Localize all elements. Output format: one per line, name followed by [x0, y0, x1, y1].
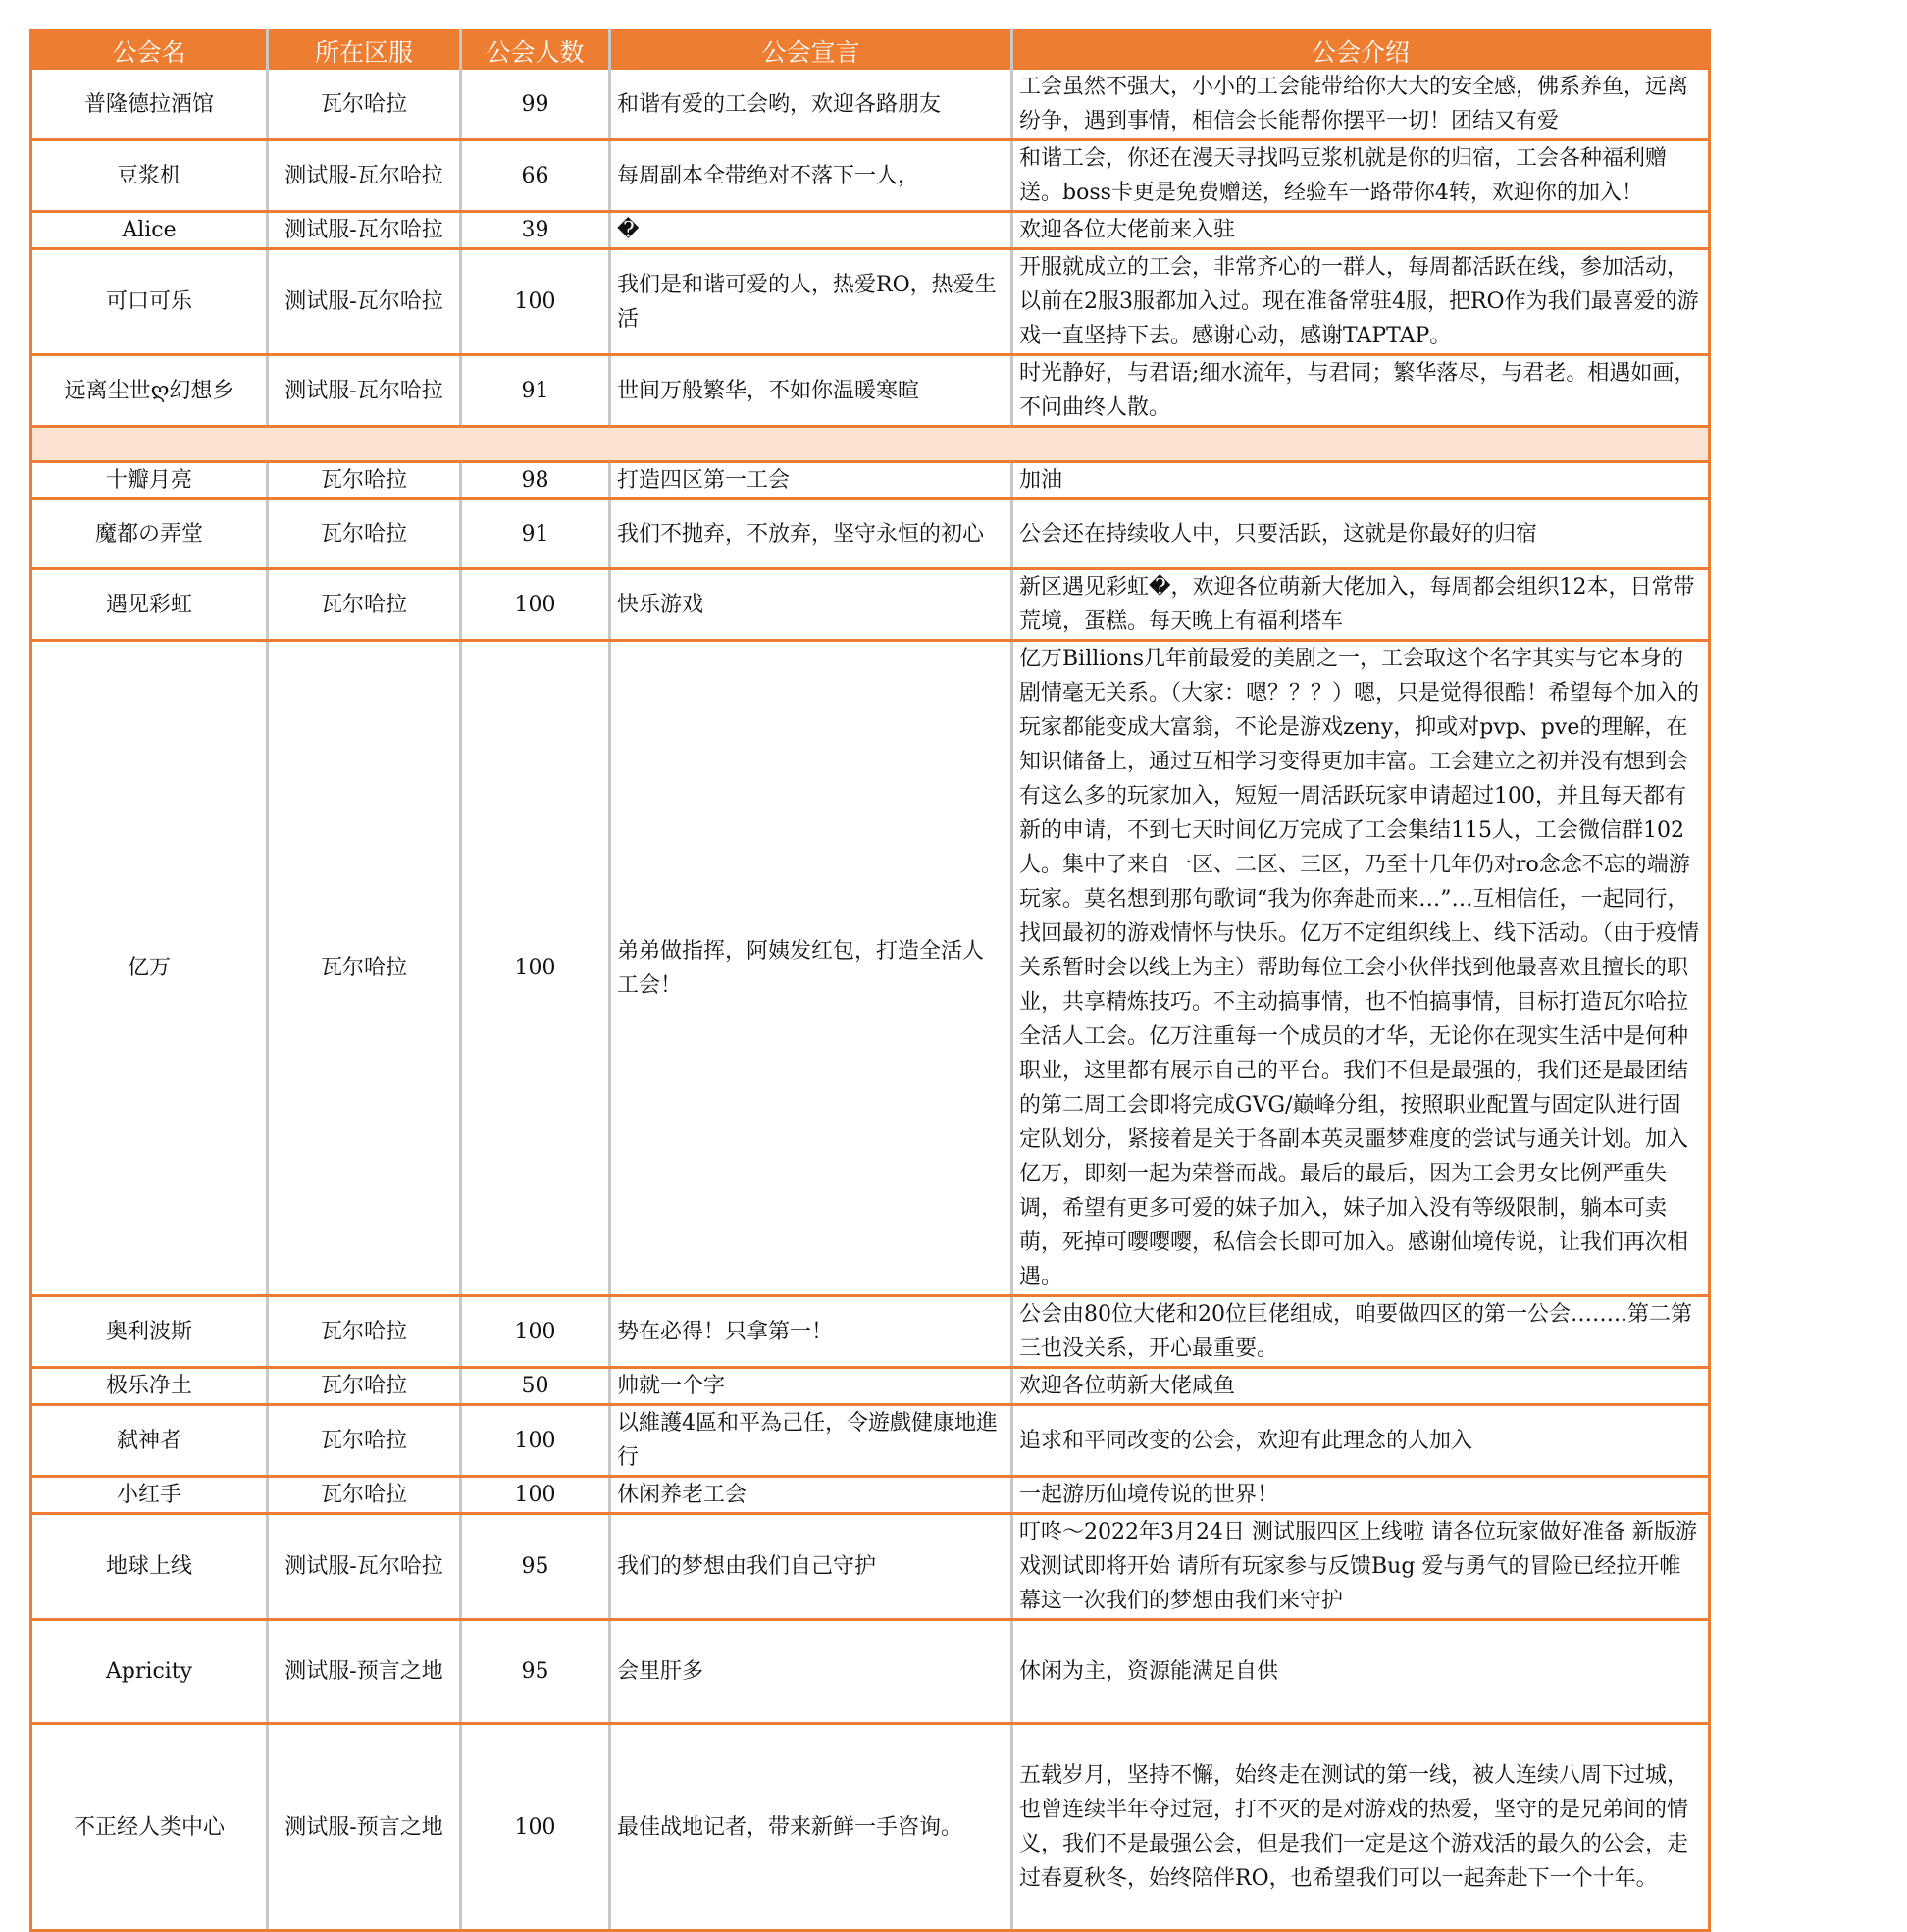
member-count-cell: 99	[461, 70, 610, 140]
declaration-cell: 世间万般繁华，不如你温暖寒暄	[610, 355, 1012, 427]
declaration-cell: �	[610, 212, 1012, 249]
guild-name-cell: Alice	[31, 212, 268, 249]
table-row	[31, 462, 1710, 499]
declaration-cell: 打造四区第一工会	[610, 462, 1012, 499]
declaration-cell: 会里肝多	[610, 1620, 1012, 1724]
member-count-cell: 100	[461, 569, 610, 641]
introduction-cell: 亿万Billions几年前最爱的美剧之一，工会取这个名字其实与它本身的剧情毫无关系。（大家：嗯？？？）嗯，只是觉得很酷！希望每个加入的玩家都能变成大富翁，不论是游戏zeny，抑或对pvp、pve的理解，在知识储备上，通过互相学习变得更加丰富。工会建立之初并没有想到会有这么多的玩家加入，短短一周活跃玩家申请超过100，并且每天都有新的申请，不到七天时间亿万完成了工会集结115人，工会微信群102人。集中了来自一区、二区、三区，乃至十几年仍对ro念念不忘的端游玩家。莫名想到那句歌词“我为你奔赴而来…”…互相信任，一起同行，找回最初的游戏情怀与快乐。亿万不定组织线上、线下活动。（由于疫情关系暂时会以线上为主）帮助每位工会小伙伴找到他最喜欢且擅长的职业，共享精炼技巧。不主动搞事情，也不怕搞事情，目标打造瓦尔哈拉全活人工会。亿万注重每一个成员的才华，无论你在现实生活中是何种职业，这里都有展示自己的平台。我们不但是最强的，我们还是最团结的第二周工会即将完成GVG/巅峰分组，按照职业配置与固定队进行固定队划分，紧接着是关于各副本英灵噩梦难度的尝试与通关计划。加入亿万，即刻一起为荣誉而战。最后的最后，因为工会男女比例严重失调，希望有更多可爱的妹子加入，妹子加入没有等级限制，躺本可卖萌，死掉可嘤嘤嘤，私信会长即可加入。感谢仙境传说，让我们再次相遇。	[1012, 641, 1710, 1296]
table-body	[31, 70, 1710, 1931]
header-declaration: 公会宣言	[610, 31, 1012, 71]
declaration-cell: 和谐有爱的工会哟，欢迎各路朋友	[610, 70, 1012, 140]
introduction-cell: 欢迎各位大佬前来入驻	[1012, 212, 1710, 249]
server-cell: 瓦尔哈拉	[268, 1368, 461, 1405]
member-count-cell: 91	[461, 355, 610, 427]
member-count-cell: 91	[461, 499, 610, 569]
introduction-cell: 休闲为主，资源能满足自供	[1012, 1620, 1710, 1724]
member-count-cell: 100	[461, 641, 610, 1296]
member-count-cell: 66	[461, 140, 610, 212]
guild-name-cell: 魔都の弄堂	[31, 499, 268, 569]
table-row	[31, 499, 1710, 569]
introduction-cell: 追求和平同改变的公会，欢迎有此理念的人加入	[1012, 1405, 1710, 1477]
header-guild-name: 公会名	[31, 31, 268, 71]
guild-name-cell: 可口可乐	[31, 249, 268, 355]
server-cell: 测试服-瓦尔哈拉	[268, 1514, 461, 1620]
guild-name-cell: 遇见彩虹	[31, 569, 268, 641]
member-count-cell: 100	[461, 1296, 610, 1368]
server-cell: 测试服-预言之地	[268, 1724, 461, 1931]
spacer-cell	[31, 427, 1710, 462]
introduction-cell: 时光静好，与君语;细水流年，与君同；繁华落尽，与君老。相遇如画，不问曲终人散。	[1012, 355, 1710, 427]
server-cell: 瓦尔哈拉	[268, 1405, 461, 1477]
header-server: 所在区服	[268, 31, 461, 71]
introduction-cell: 公会由80位大佬和20位巨佬组成，咱要做四区的第一公会……..第二第三也没关系，开心最重要。	[1012, 1296, 1710, 1368]
server-cell: 测试服-瓦尔哈拉	[268, 249, 461, 355]
table-row	[31, 140, 1710, 212]
table-row	[31, 1368, 1710, 1405]
declaration-cell: 我们不抛弃，不放弃，坚守永恒的初心	[610, 499, 1012, 569]
introduction-cell: 开服就成立的工会，非常齐心的一群人，每周都活跃在线，参加活动，以前在2服3服都加入过。现在准备常驻4服，把RO作为我们最喜爱的游戏一直坚持下去。感谢心动，感谢TAPTAP。	[1012, 249, 1710, 355]
introduction-cell: 工会虽然不强大，小小的工会能带给你大大的安全感，佛系养鱼，远离纷争，遇到事情，相信会长能帮你摆平一切！团结又有爱	[1012, 70, 1710, 140]
introduction-cell: 欢迎各位萌新大佬咸鱼	[1012, 1368, 1710, 1405]
server-cell: 瓦尔哈拉	[268, 70, 461, 140]
declaration-cell: 势在必得！只拿第一！	[610, 1296, 1012, 1368]
introduction-cell: 和谐工会，你还在漫天寻找吗豆浆机就是你的归宿，工会各种福利赠送。boss卡更是免费赠送，经验车一路带你4转，欢迎你的加入！	[1012, 140, 1710, 212]
guild-name-cell: 豆浆机	[31, 140, 268, 212]
guild-name-cell: 极乐净土	[31, 1368, 268, 1405]
server-cell: 瓦尔哈拉	[268, 499, 461, 569]
declaration-cell: 休闲养老工会	[610, 1477, 1012, 1514]
member-count-cell: 100	[461, 1724, 610, 1931]
server-cell: 瓦尔哈拉	[268, 641, 461, 1296]
server-cell: 瓦尔哈拉	[268, 1477, 461, 1514]
server-cell: 测试服-瓦尔哈拉	[268, 355, 461, 427]
spacer-row	[31, 427, 1710, 462]
introduction-cell: 公会还在持续收人中，只要活跃，这就是你最好的归宿	[1012, 499, 1710, 569]
table-row	[31, 1405, 1710, 1477]
table-row	[31, 1724, 1710, 1931]
server-cell: 瓦尔哈拉	[268, 462, 461, 499]
table-row	[31, 249, 1710, 355]
guild-name-cell: 弑神者	[31, 1405, 268, 1477]
table-row	[31, 569, 1710, 641]
introduction-cell: 一起游历仙境传说的世界！	[1012, 1477, 1710, 1514]
guild-name-cell: 十瓣月亮	[31, 462, 268, 499]
table-row	[31, 70, 1710, 140]
introduction-cell: 叮咚～2022年3月24日 测试服四区上线啦 请各位玩家做好准备 新版游戏测试即将开始 请所有玩家参与反馈Bug 爱与勇气的冒险已经拉开帷幕这一次我们的梦想由我们来守护	[1012, 1514, 1710, 1620]
header-introduction: 公会介绍	[1012, 31, 1710, 71]
member-count-cell: 100	[461, 1477, 610, 1514]
introduction-cell: 新区遇见彩虹�，欢迎各位萌新大佬加入，每周都会组织12本，日常带荒境，蛋糕。每天晚上有福利塔车	[1012, 569, 1710, 641]
server-cell: 测试服-瓦尔哈拉	[268, 140, 461, 212]
server-cell: 瓦尔哈拉	[268, 1296, 461, 1368]
header-member-count: 公会人数	[461, 31, 610, 71]
table-row	[31, 355, 1710, 427]
table-row	[31, 212, 1710, 249]
member-count-cell: 95	[461, 1620, 610, 1724]
declaration-cell: 快乐游戏	[610, 569, 1012, 641]
member-count-cell: 98	[461, 462, 610, 499]
member-count-cell: 95	[461, 1514, 610, 1620]
member-count-cell: 100	[461, 1405, 610, 1477]
table-row	[31, 641, 1710, 1296]
guild-name-cell: 普隆德拉酒馆	[31, 70, 268, 140]
server-cell: 测试服-瓦尔哈拉	[268, 212, 461, 249]
declaration-cell: 每周副本全带绝对不落下一人，	[610, 140, 1012, 212]
guild-name-cell: 地球上线	[31, 1514, 268, 1620]
guild-name-cell: Apricity	[31, 1620, 268, 1724]
declaration-cell: 以維護4區和平為己任，令遊戲健康地進行	[610, 1405, 1012, 1477]
table-row	[31, 1477, 1710, 1514]
declaration-cell: 帅就一个字	[610, 1368, 1012, 1405]
member-count-cell: 100	[461, 249, 610, 355]
server-cell: 测试服-预言之地	[268, 1620, 461, 1724]
server-cell: 瓦尔哈拉	[268, 569, 461, 641]
table-row	[31, 1620, 1710, 1724]
declaration-cell: 我们的梦想由我们自己守护	[610, 1514, 1012, 1620]
member-count-cell: 50	[461, 1368, 610, 1405]
guild-table	[29, 29, 1711, 1932]
member-count-cell: 39	[461, 212, 610, 249]
guild-name-cell: 奥利波斯	[31, 1296, 268, 1368]
guild-name-cell: 远离尘世ღ幻想乡	[31, 355, 268, 427]
declaration-cell: 最佳战地记者，带来新鲜一手咨询。	[610, 1724, 1012, 1931]
table-row	[31, 1514, 1710, 1620]
introduction-cell: 加油	[1012, 462, 1710, 499]
table-row	[31, 1296, 1710, 1368]
guild-name-cell: 小红手	[31, 1477, 268, 1514]
guild-name-cell: 不正经人类中心	[31, 1724, 268, 1931]
header-row	[31, 31, 1710, 71]
declaration-cell: 我们是和谐可爱的人，热爱RO，热爱生活	[610, 249, 1012, 355]
introduction-cell: 五载岁月，坚持不懈，始终走在测试的第一线，被人连续八周下过城，也曾连续半年夺过冠，打不灭的是对游戏的热爱，坚守的是兄弟间的情义，我们不是最强公会，但是我们一定是这个游戏活的最久的公会，走过春夏秋冬，始终陪伴RO，也希望我们可以一起奔赴下一个十年。	[1012, 1724, 1710, 1931]
declaration-cell: 弟弟做指挥，阿姨发红包，打造全活人工会！	[610, 641, 1012, 1296]
guild-name-cell: 亿万	[31, 641, 268, 1296]
